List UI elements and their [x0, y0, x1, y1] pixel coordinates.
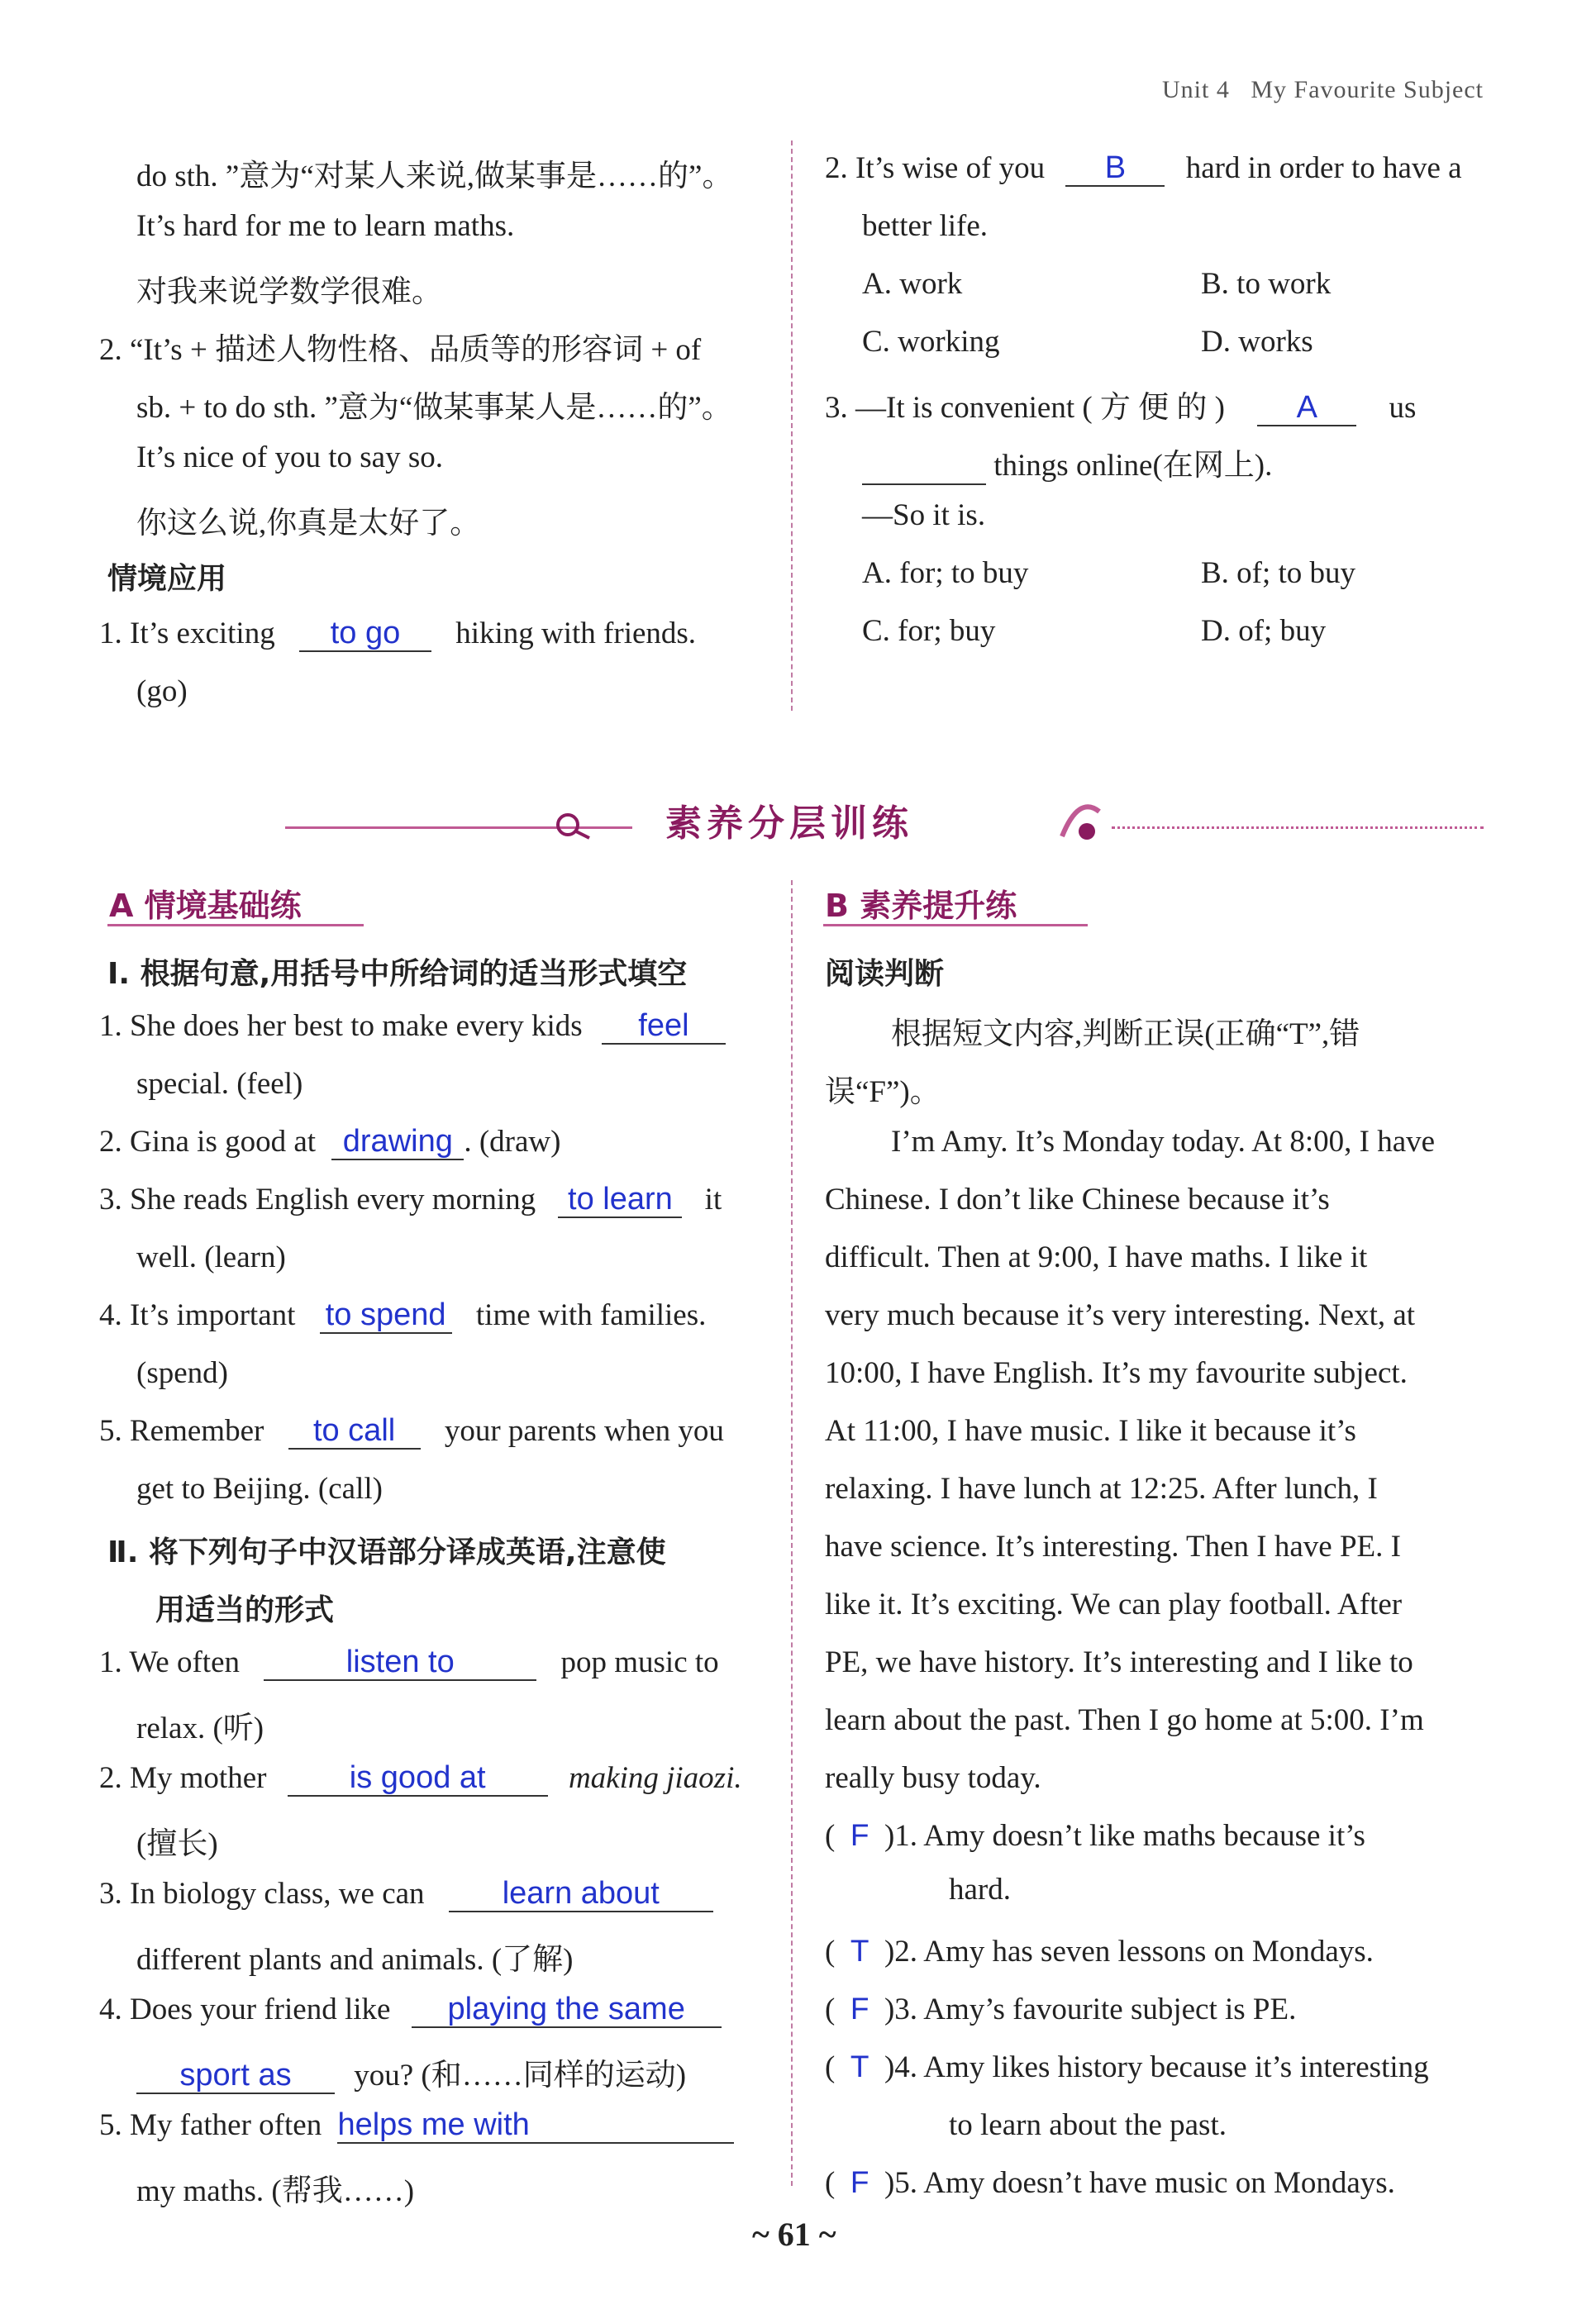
judgment-answer[interactable]: F — [850, 2165, 869, 2199]
judgment-item: ( F )5. Amy doesn’t have music on Mondays. — [825, 2165, 1395, 2200]
exercise-item: 2. My mother is good at making jiaozi. — [99, 1760, 742, 1795]
answer-blank[interactable]: A — [1257, 392, 1356, 426]
continuation: special. (feel) — [136, 1067, 303, 1101]
answer-blank[interactable]: to call — [288, 1415, 421, 1450]
answer-blank[interactable]: to learn — [558, 1183, 682, 1218]
continuation: to learn about the past. — [949, 2108, 1227, 2142]
page-number: ~ 61 ~ — [752, 2216, 836, 2253]
continuation: well. (learn) — [136, 1240, 286, 1274]
empty-blank[interactable] — [862, 448, 986, 485]
judgment-answer[interactable]: F — [850, 1992, 869, 2026]
instruction: 根据短文内容,判断正误(正确“T”,错 — [891, 1017, 1360, 1051]
reply: —So it is. — [862, 498, 986, 532]
part-title: Ⅱ. 将下列句子中汉语部分译成英语,注意使 — [107, 1536, 666, 1569]
exercise-item: 5. My father often helps me with — [99, 2107, 734, 2144]
passage-line: difficult. Then at 9:00, I have maths. I like it — [825, 1240, 1368, 1274]
passage-line: relaxing. I have lunch at 12:25. After lunch, I — [825, 1472, 1378, 1506]
answer-blank[interactable]: sport as — [136, 2059, 335, 2094]
continuation: (spend) — [136, 1356, 228, 1390]
passage-line: Chinese. I don’t like Chinese because it’s — [825, 1183, 1330, 1217]
exercise-item: 5. Remember to call your parents when you — [99, 1413, 724, 1448]
continuation: hard. — [949, 1873, 1011, 1907]
answer-blank[interactable]: to spend — [320, 1299, 452, 1334]
passage-line: learn about the past. Then I go home at 5:00. I’m — [825, 1703, 1424, 1737]
passage-line: 10:00, I have English. It’s my favourite subject. — [825, 1356, 1408, 1390]
exercise-item: 1. It’s exciting to go hiking with friends. — [99, 616, 697, 650]
section-a-tag: A 情境基础练 — [109, 888, 302, 924]
note-example: It’s hard for me to learn maths. — [136, 209, 515, 243]
option-c: C. for; buy — [862, 614, 996, 648]
judgment-answer[interactable]: T — [850, 1934, 869, 1968]
page-header — [1162, 76, 1484, 104]
option-c: C. working — [862, 325, 1000, 359]
section-heading: 阅读判断 — [825, 957, 945, 991]
passage-line: I’m Amy. It’s Monday today. At 8:00, I have — [891, 1125, 1436, 1159]
exercise-item: 3. In biology class, we can learn about — [99, 1876, 713, 1912]
magnifier-icon — [550, 808, 599, 841]
banner-rule — [1112, 826, 1484, 829]
passage-line: have science. It’s interesting. Then I have PE. I — [825, 1530, 1401, 1564]
section-banner — [285, 793, 1484, 851]
continuation: my maths. (帮我……) — [136, 2174, 415, 2208]
tag-underline — [107, 924, 364, 926]
exercise-item: 4. Does your friend like playing the same — [99, 1992, 722, 2028]
continuation: things online(在网上). — [862, 440, 1272, 485]
answer-blank[interactable]: playing the same — [412, 1993, 722, 2028]
instruction: 误“F”)。 — [825, 1075, 941, 1109]
column-divider — [791, 880, 793, 2186]
answer-blank[interactable]: learn about — [449, 1878, 713, 1912]
exercise-item: 3. She reads English every morning to learn it — [99, 1182, 722, 1217]
unit-title: My Favourite Subject — [1251, 76, 1484, 103]
banner-title: 素养分层训练 — [665, 802, 913, 845]
answer-blank[interactable]: is good at — [288, 1762, 548, 1797]
exercise-item: 4. It’s important to spend time with families. — [99, 1297, 707, 1332]
option-b: B. of; to buy — [1201, 556, 1356, 590]
note-line: 2. “It’s + 描述人物性格、品质等的形容词 + of — [99, 333, 702, 367]
answer-blank[interactable]: listen to — [264, 1646, 536, 1681]
tag-underline — [823, 924, 1088, 926]
answer-blank[interactable]: to go — [299, 617, 431, 652]
note-example: It’s nice of you to say so. — [136, 440, 443, 474]
judgment-item: ( F )3. Amy’s favourite subject is PE. — [825, 1992, 1297, 2026]
option-d: D. of; buy — [1201, 614, 1327, 648]
exercise-item: 1. We often listen to pop music to — [99, 1645, 719, 1679]
answer-blank[interactable]: drawing — [331, 1126, 464, 1160]
continuation: get to Beijing. (call) — [136, 1472, 383, 1506]
part-title: Ⅰ. 根据句意,用括号中所给词的适当形式填空 — [107, 957, 688, 991]
passage-line: very much because it’s very interesting. Next, at — [825, 1298, 1416, 1332]
exercise-item: 2. It’s wise of you B hard in order to have a — [825, 150, 1462, 185]
continuation: sport as you? (和……同样的运动) — [136, 2050, 686, 2094]
note-line: sb. + to do sth. ”意为“做某事某人是……的”。 — [136, 391, 732, 425]
note-translation: 对我来说学数学很难。 — [136, 275, 442, 309]
passage-line: At 11:00, I have music. I like it because it’s — [825, 1414, 1356, 1448]
exercise-item: 2. Gina is good at drawing . (draw) — [99, 1124, 561, 1159]
judgment-item: ( F )1. Amy doesn’t like maths because it’s — [825, 1818, 1365, 1853]
note-line: do sth. ”意为“对某人来说,做某事是……的”。 — [136, 160, 733, 193]
option-d: D. works — [1201, 325, 1313, 359]
option-b: B. to work — [1201, 267, 1332, 301]
part-title: 用适当的形式 — [155, 1593, 335, 1627]
exercise-item: 3. —It is convenient ( 方 便 的 ) A us — [825, 390, 1417, 425]
answer-blank[interactable]: feel — [602, 1010, 726, 1045]
continuation: different plants and animals. (了解) — [136, 1943, 574, 1977]
option-a: A. work — [862, 267, 963, 301]
judgment-answer[interactable]: F — [850, 1818, 869, 1852]
section-b-tag: B 素养提升练 — [825, 888, 1017, 924]
continuation: relax. (听) — [136, 1712, 264, 1745]
passage-line: PE, we have history. It’s interesting and I like to — [825, 1645, 1413, 1679]
column-divider — [791, 140, 793, 711]
unit-label: Unit 4 — [1162, 76, 1230, 103]
passage-line: really busy today. — [825, 1761, 1041, 1795]
answer-blank[interactable]: B — [1065, 152, 1165, 187]
judgment-answer[interactable]: T — [850, 2050, 869, 2083]
swirl-icon — [1054, 795, 1103, 845]
answer-blank[interactable]: helps me with — [337, 2109, 734, 2144]
judgment-item: ( T )2. Amy has seven lessons on Mondays. — [825, 1934, 1374, 1969]
section-heading: 情境应用 — [107, 562, 227, 596]
hint: (go) — [136, 674, 188, 708]
exercise-item: 1. She does her best to make every kids feel — [99, 1008, 726, 1045]
continuation: better life. — [862, 209, 989, 243]
option-a: A. for; to buy — [862, 556, 1029, 590]
judgment-item: ( T )4. Amy likes history because it’s interesting — [825, 2050, 1429, 2084]
note-translation: 你这么说,你真是太好了。 — [136, 507, 481, 540]
continuation: (擅长) — [136, 1827, 218, 1861]
passage-line: like it. It’s exciting. We can play football. After — [825, 1588, 1403, 1621]
